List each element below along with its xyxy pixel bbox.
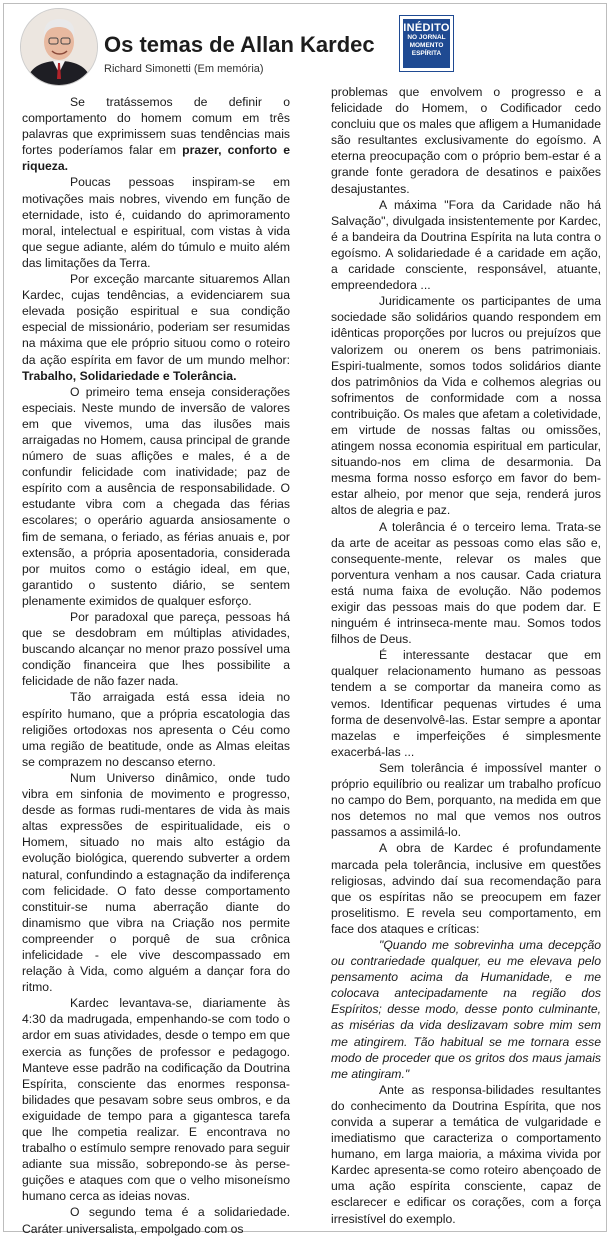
paragraph: A tolerância é o terceiro lema. Trata-se da arte de aceitar as pessoas como elas são e, consequente-mente, relevar os males que porventura venham a nos causar. Cada criatura está numa faixa de evolução. Não podemos exigir das pessoas mais do que podem dar. E ninguém é intrinseca-mente mau. Somos todos filhos de Deus. [331,519,601,647]
paragraph: Kardec levantava-se, diariamente às 4:30 da madrugada, empenhando-se com todo o ardor em suas atividades, desde o tempo em que exercia as funções de professor e pedagogo. Manteve esse padrão na codificação da Doutrina Espírita, consciente das enormes responsa-bilidades que pesavam sobre seus ombros, e da exiguidade de tempo para a gigantesca tarefa que lhe competia realizar. E encontrava no trabalho o estímulo sempre renovado para seguir adiante sua missão, sobrepondo-se às perse-guições e ataques com que o velho misoneísmo humano cerca as ideias novas. [22,996,290,1204]
author-portrait-icon [21,9,97,85]
emphasis-text: Trabalho, Solidariedade e Tolerância. [22,368,237,383]
kardec-quote: "Quando me sobrevinha uma decepção ou contrariedade qualquer, eu me elevava pelo pensamento acima da Humanidade, e me colocava antecipadamente na região dos Espíritos; desse modo, desse ponto culminante, as misérias da vida deslizavam sobre mim sem me atingirem. Tão habitual se me tornara esse modo de proceder que os gritos dos maus jamais me atingiram." [331,937,601,1081]
badge-line-4: ESPÍRITA [411,50,442,57]
paragraph: Poucas pessoas inspiram-se em motivações mais nobres, vivendo em função de eternidade, isto é, cuidando do aprimoramento moral, intelectual e espiritual, com vistas à vida que segue adiante, além do túmulo e muito além das limitações da Terra. [22,175,290,270]
paragraph: Sem tolerância é impossível manter o próprio equilíbrio ou realizar um trabalho profícuo no campo do Bem, porquanto, na medida em que nos detemos no mal que vemos nos outros passamos a assimilá-lo. [331,760,601,840]
emphasis-text: prazer, conforto e riqueza. [22,143,290,174]
paragraph [22,271,290,384]
paragraph-text: Por exceção marcante situaremos Allan Kardec, cujas tendências, a evidenciarem sua elevada posição espiritual e sua condição especial de missionário, poderiam ser resumidas na máxima que ele próprio situou como o roteiro da ação espírita em favor de um mundo melhor: [22,272,290,367]
author-photo [20,8,98,86]
paragraph: Juridicamente os participantes de uma sociedade são solidários quando respondem em idênticas proporções por lucros ou prejuízos que valorizem ou onerem os bens patrimoniais. Espiri-tualmente, somos todos solidários diante dos patrimônios da Vida e colhemos alegrias ou sofrimentos de conformidade com a nossa contribuição. Os males que afetam a coletividade, em virtude de nossas faltas ou omissões, atingem nossa economia espiritual em particular, situando-nos em clima de desarmonia. Da mesma forma nosso esforço em favor do bem-estar alheio, por menor que seja, renderá juros altos de alegria e paz. [331,294,601,518]
paragraph-text: Se tratássemos de definir o comportamento do homem comum em três palavras que exprimissem suas tendências mais fortes poderíamos falar em [22,95,290,158]
article-title: Os temas de Allan Kardec [104,32,375,57]
paragraph: A máxima "Fora da Caridade não há Salvação", divulgada insistentemente por Kardec, é a bandeira da Doutrina Espírita na luta contra o egoísmo. A solidariedade é a caridade em ação, a caridade consciente, responsável, atuante, empreendedora ... [331,197,601,293]
author-byline: Richard Simonetti (Em memória) [104,63,264,75]
paragraph: Por paradoxal que pareça, pessoas há que se desdobram em múltiplas atividades, buscando alcançar no menor prazo possível uma condição financeira que lhes possibilite a felicidade de não fazer nada. [22,610,290,689]
paragraph: Ante as responsa-bilidades resultantes do conhecimento da Doutrina Espírita, que nos convida a superar a temática de vulgaridade e imediatismo que caracteriza o comportamento humano, em larga maioria, a máxima vivida por Kardec apresenta-se como roteiro abençoado de uma ação espírita consciente, capaz de esclarecer e edificar os corações, com a força irresistível do exemplo. [331,1082,601,1226]
paragraph: Tão arraigada está essa ideia no espírito humano, que a própria escatologia das religiões ortodoxas nos apresenta o Céu como uma região de beatitude, onde as Almas eleitas se comprazem no descanso eterno. [22,690,290,769]
paragraph: A obra de Kardec é profundamente marcada pela tolerância, inclusive em questões religiosas, advindo daí sua recomendação para que os espíritas não se preocupem em fazer proselitismo. E revela seu comportamento, em face dos ataques e críticas: [331,841,601,936]
paragraph: problemas que envolvem o progresso e a felicidade do Homem, o Codificador cedo concluiu que os males que afligem a Humanidade são resultantes exclusivamente do egoísmo. A eterna preocupação com o próprio bem-estar é a grande fonte geradora de desatinos e paixões desajustantes. [331,85,601,196]
paragraph: O primeiro tema enseja considerações especiais. Neste mundo de inversão de valores em que vivemos, uma das ilusões mais arraigadas no Homem, causa principal de grande número de suas aflições e males, é a de confundir felicidade com inatividade; paz de espírito com a ausência de responsabilidade. O estudante vibra com a chegada das férias escolares; o operário aguarda ansiosamente o fim de semana, o feriado, as férias anuais e, por extensão, a própria aposentadoria, considerada por muitos como o estágio ideal, em que, garantido o sustento diário, se sentem plenamente eximidos de qualquer esforço. [22,384,290,608]
right-column [331,84,601,1227]
paragraph [22,94,290,174]
paragraph: O segundo tema é a solidariedade. Caráter universalista, empolgado com os [22,1205,290,1236]
badge-line-3: MOMENTO [409,42,444,49]
paragraph: Num Universo dinâmico, onde tudo vibra em sinfonia de movimento e progresso, desde as formas rudi-mentares de vida às mais altas expressões de espiritualidade, eis o Homem, situado no mais alto estágio da evolução biológica, querendo subverter a ordem natural, confundindo a estagnação da indiferença com felicidade. O fato desse comportamento constituir-se numa aberração diante do dinamismo que vibra na Criação nos permite compreender o porquê de sua crônica infelicidade - ele vive descompassado em relação à Vida, como alguém a dançar fora do ritmo. [22,770,290,995]
left-column [22,94,290,1237]
inedito-badge [400,16,453,71]
badge-line-2: NO JORNAL [407,34,446,41]
badge-line-1: INÉDITO [403,22,450,34]
article-header [0,0,612,88]
paragraph: É interessante destacar que em qualquer relacionamento humano as pessoas tendem a se comportar da maneira como as vemos. Identificar pequenas virtudes é uma forma de desenvolvê-las. Estar sempre a apontar mazelas e imperfeições é simplesmente exacerbá-las ... [331,648,601,759]
